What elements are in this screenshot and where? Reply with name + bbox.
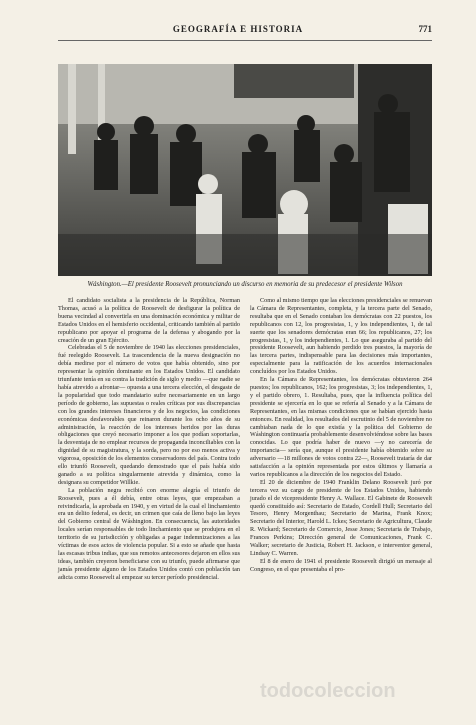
right-paragraph-2: En la Cámara de Representantes, los demócratas obtuvieron 264 puestos; los republicanos, 162; los progresistas, 3; los independientes, 1, y el partido obrero, 1. Resultaba, pues, que la influencia política del presidente se ejercería en lo que se refería al Senado y a la Cámara de Representantes, en las mismas condiciones que se habían ejercido hasta entonces. En realidad, los resultados del escrutinio del 5 de noviembre no cambiaban nada de lo que existía y la política del Gobierno de Wáshington continuaría probablemente desenvolviéndose sobre las bases conocidas. Lo que podría haber de nuevo —y no carecería de importancia— sería que, aunque el presidente había obtenido sobre su adversario —18 millones de votos contra 22—, Roosevelt trataría de dar satisfacción a la opinión representada por estos últimos y llamaría a varios republicanos a la dirección de los negocios del Estado. <box>250 376 432 478</box>
watermark: todocoleccion <box>260 680 396 702</box>
photograph <box>58 64 432 276</box>
section-title: GEOGRAFÍA E HISTORIA <box>172 24 304 34</box>
right-column <box>250 297 432 574</box>
bottom-fade <box>0 704 476 725</box>
photo-caption: Wáshington.—El presidente Roosevelt pronunciando un discurso en memoria de su predecesor el presidente Wilson <box>87 281 403 288</box>
left-paragraph-2: Celebradas el 5 de noviembre de 1940 las elecciones presidenciales, fué reelegido Roosevelt. La trascendencia de la nueva designación no debía medirse por el número de votos que había obtenido, sino por representar la opinión dominante en los Estados Unidos. El candidato triunfante tenía en su contra la tradición de siglo y medio —que nadie se había atrevido a afrontar— opuesta a una tercera elección, el desgaste de la popularidad que todo mandatario sufre necesariamente en un largo período de gobierno, las supuestas o reales críticas por sus discrepancias con los grandes intereses financieros y de los negocios, las condiciones económicas desfavorables que reinaron durante los ocho años de su administración, la reacción de los intereses heridos por las duras obligaciones que creyó necesario imponer a los que podían soportarlas, la desventaja de no emplear recursos de propaganda inconciliables con la dignidad de su magistratura, y la sorda, pero no por eso menos activa y vigorosa, oposición de los elementos conservadores del país. Contra todo ello triunfó Roosevelt, quedando demostrado que el país había sido ganado a su política singularmente atrevida y dinámica, como la designara su competidor Willkie. <box>58 344 240 486</box>
page-number: 771 <box>418 24 432 34</box>
header-rule <box>58 40 432 41</box>
left-column <box>58 297 240 582</box>
photograph-image <box>58 64 432 276</box>
left-paragraph-1: El candidato socialista a la presidencia de la República, Norman Thomas, acusó a la política de Roosevelt de desfigurar la política de buena vecindad al convertirla en una dominación económica y militar de Estados Unidos en el hemisferio occidental, criticando también al partido republicano por apoyar el programa de la defensa y abogando por la creación de un gran Ejército. <box>58 297 240 344</box>
right-paragraph-4: El 8 de enero de 1941 el presidente Roosevelt dirigió un mensaje al Congreso, en el que presentaba el pro- <box>250 557 432 573</box>
left-paragraph-3: La población negra recibió con enorme alegría el triunfo de Roosevelt, pues a él debía, entre otras leyes, que empezaban a reivindicarla, la aprobada en 1940, y en virtud de la cual el linchamiento era un delito federal, es decir, un crimen que caía de lleno bajo las leyes del Gobierno central de Wáshington. En consecuencia, las autoridades locales serían responsables de todo linchamiento que se produjera en el territorio de su jurisdicción y obligadas a pagar indemnizaciones a las víctimas de esos actos de violencia popular. Si a esto se añade que hasta las escasas tribus indias, que sus remotos antecesores dejaron en ellos sus ideas, también creyeron beneficiarse con su triunfo, puede afirmarse que jamás presidente alguno de los Estados Unidos contó con población tan adicta como Roosevelt al empezar su tercer período presidencial. <box>58 486 240 581</box>
right-paragraph-3: El 20 de diciembre de 1940 Franklin Delano Roosevelt juró por tercera vez su cargo de presidente de los Estados Unidos, habiendo jurado el de vicepresidente Henry A. Wallace. El Gabinete de Roosevelt quedó constituído así: Secretario de Estado, Cordell Hull; Secretario del Tesoro, Henry Morgenthau; Secretario de Marina, Frank Knox; Secretario del Interior, Harold L. Ickes; Secretario de Agricultura, Claude R. Wickard; Secretario de Comercio, Jesse Jones; Secretaria de Trabajo, Frances Perkins; Dirección general de Comunicaciones, Frank C. Walker; secretario de Justicia, Robert H. Jackson, e interventor general, Lindsay C. Warren. <box>250 478 432 557</box>
right-paragraph-1: Como al mismo tiempo que las elecciones presidenciales se renuevan la Cámara de Representantes, completa, y la tercera parte del Senado, resultaba que en el Senado contaban los demócratas con 22 puestos, los republicanos con 12, los progresistas, 1, y los independientes, 1, de tal suerte que los senadores demócratas eran 66; los republicanos, 27; los progresistas, 1, y los independientes, 1. Lo que aseguraba al partido del presidente Roosevelt, aun habiendo perdido tres puestos, la mayoría de las tercera partes, indispensable para las decisiones más importantes, especialmente para la ratificación de los acuerdos internacionales concluídos por los Estados Unidos. <box>250 297 432 376</box>
